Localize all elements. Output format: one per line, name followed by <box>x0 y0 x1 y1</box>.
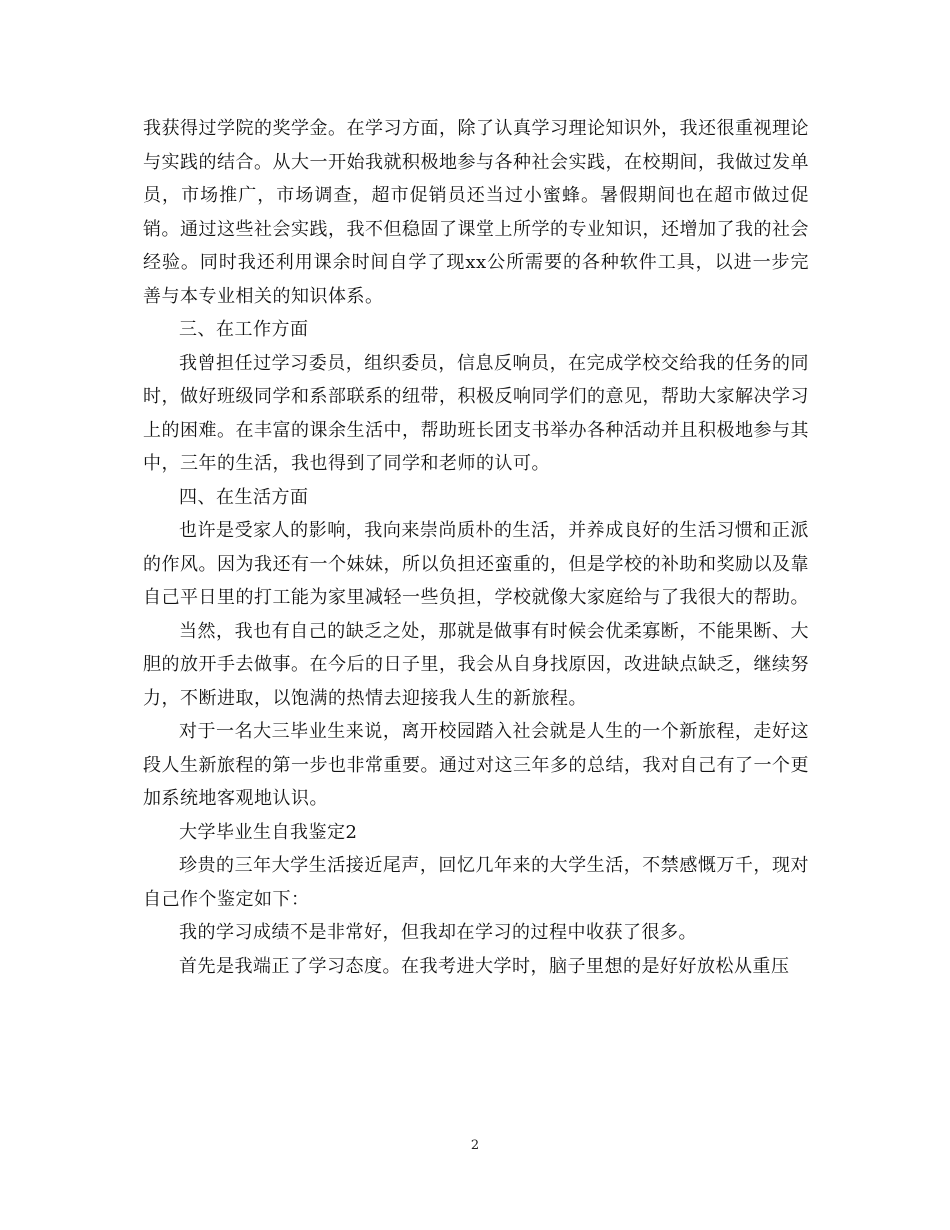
section-heading-life: 四、在生活方面 <box>179 486 309 508</box>
paragraph-intro-2: 珍贵的三年大学生活接近尾声，回忆几年来的大学生活，不禁感慨万千，现对自己作个鉴定如下： <box>143 855 809 910</box>
article-title-2: 大学毕业生自我鉴定2 <box>179 821 358 843</box>
paragraph-grades: 我的学习成绩不是非常好，但我却在学习的过程中收获了很多。 <box>179 922 697 943</box>
paragraph-life: 也许是受家人的影响，我向来崇尚质朴的生活，并养成良好的生活习惯和正派的作风。因为我还有一个妹妹，所以负担还蛮重的，但是学校的补助和奖励以及靠自己平日里的打工能为家里减轻一些负担，学校就像大家庭给与了我很大的帮助。 <box>143 520 809 608</box>
paragraph-new-journey: 对于一名大三毕业生来说，离开校园踏入社会就是人生的一个新旅程，走好这段人生新旅程的第一步也非常重要。通过对这三年多的总结，我对自己有了一个更加系统地客观地认识。 <box>143 721 809 809</box>
paragraph-work: 我曾担任过学习委员，组织委员，信息反响员，在完成学校交给我的任务的同时，做好班级同学和系部联系的纽带，积极反响同学们的意见，帮助大家解决学习上的困难。在丰富的课余生活中，帮助班长团支书举办各种活动并且积极地参与其中，三年的生活，我也得到了同学和老师的认可。 <box>143 352 809 474</box>
section-heading-work: 三、在工作方面 <box>179 319 309 340</box>
document-body <box>143 112 809 983</box>
paragraph-awards-practice: 我获得过学院的奖学金。在学习方面，除了认真学习理论知识外，我还很重视理论与实践的结合。从大一开始我就积极地参与各种社会实践，在校期间，我做过发单员，市场推广，市场调查，超市促销员还当过小蜜蜂。暑假期间也在超市做过促销。通过这些社会实践，我不但稳固了课堂上所学的专业知识，还增加了我的社会经验。同时我还利用课余时间自学了现xx公所需要的各种软件工具，以进一步完善与本专业相关的知识体系。 <box>143 118 809 307</box>
paragraph-shortcomings: 当然，我也有自己的缺乏之处，那就是做事有时候会优柔寡断，不能果断、大胆的放开手去做事。在今后的日子里，我会从自身找原因，改进缺点缺乏，继续努力，不断进取，以饱满的热情去迎接我人生的新旅程。 <box>143 620 809 709</box>
page-number: 2 <box>470 1138 480 1153</box>
paragraph-attitude: 首先是我端正了学习态度。在我考进大学时，脑子里想的是好好放松从重压 <box>179 955 790 977</box>
